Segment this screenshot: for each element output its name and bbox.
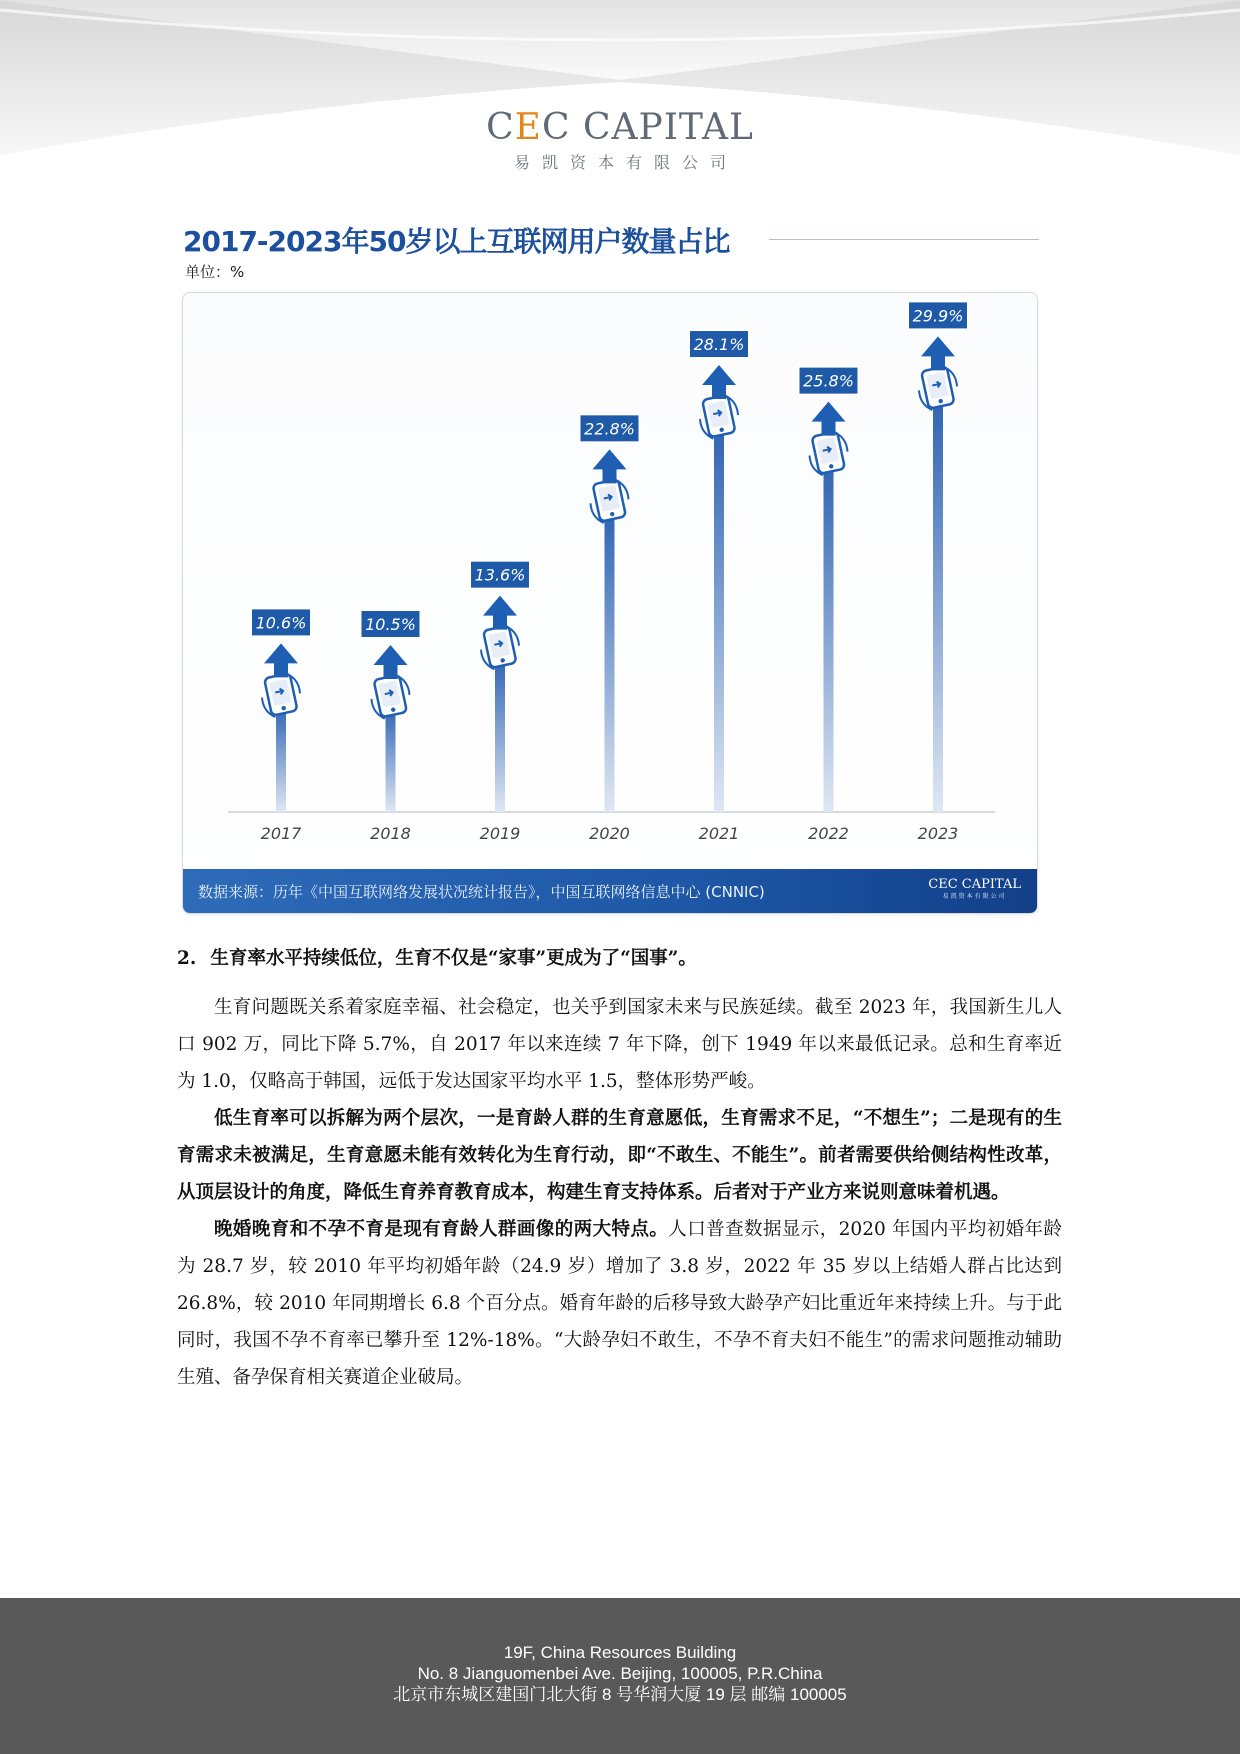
up-arrow-icon (702, 365, 736, 399)
chart-unit-label: 单位：% (185, 263, 245, 281)
section-heading-text: 生育率水平持续低位，生育不仅是“家事”更成为了“国事”。 (210, 948, 697, 969)
logo-english: CEC CAPITAL (486, 107, 754, 148)
footer-line-2: No. 8 Jianguomenbei Ave. Beijing, 100005, P.R.China (417, 1664, 823, 1683)
body-text (177, 940, 1062, 1396)
x-tick-label: 2020 (589, 824, 630, 843)
up-arrow-icon (593, 449, 627, 483)
up-arrow-icon (483, 596, 517, 630)
chart-title-rule (769, 239, 1039, 240)
section-heading (177, 940, 1062, 977)
bar-group-2017 (251, 608, 311, 843)
phone-icon (477, 624, 523, 671)
footer-address (0, 1642, 1240, 1705)
page-header (0, 0, 1240, 170)
chart-badge-chinese: 易凯资本有限公司 (942, 893, 1007, 900)
phone-icon (805, 430, 851, 477)
bar-group-2019 (470, 561, 530, 843)
phone-icon (915, 365, 961, 412)
bar-chart (183, 293, 1038, 869)
phone-icon (258, 672, 304, 719)
up-arrow-icon (812, 402, 846, 436)
bar-group-2023 (908, 301, 968, 843)
data-label: 29.9% (912, 306, 964, 326)
footer-line-1: 19F, China Resources Building (503, 1643, 737, 1662)
bar-2019 (495, 658, 505, 812)
bar-2021 (714, 427, 724, 812)
logo-chinese: 易凯资本有限公司 (513, 153, 738, 172)
x-tick-label: 2023 (917, 824, 959, 843)
bar-2017 (276, 705, 286, 812)
x-tick-label: 2021 (698, 824, 740, 843)
bar-2022 (824, 464, 834, 812)
up-arrow-icon (921, 336, 955, 370)
bar-group-2022 (799, 367, 859, 843)
paragraph-1: 生育问题既关系着家庭幸福、社会稳定，也关乎到国家未来与民族延续。截至 2023 年，我国新生儿人口 902 万，同比下降 5.7%，自 2017 年以来连续 7 年下降，创下 1949 年以来最低记录。总和生育率近为 1.0，仅略高于韩国，远低于发达国家平均水平 1.5，整体形势严峻。 (177, 997, 1062, 1092)
data-label: 25.8% (803, 371, 854, 391)
bar-group-2018 (361, 610, 421, 843)
chart-panel (182, 292, 1038, 914)
data-label: 10.6% (255, 613, 307, 633)
x-tick-label: 2018 (370, 824, 411, 843)
x-tick-label: 2019 (479, 824, 521, 843)
data-label: 28.1% (693, 335, 745, 355)
chart-source-text: 数据来源：历年《中国互联网络发展状况统计报告》，中国互联网络信息中心 (CNNIC) (198, 883, 765, 901)
chart-title: 2017-2023年50岁以上互联网用户数量占比 (183, 225, 730, 258)
section-number: 2. (177, 948, 197, 969)
paragraph-3 (177, 1211, 1062, 1396)
up-arrow-icon (374, 645, 408, 679)
data-label: 10.5% (365, 614, 416, 634)
x-tick-label: 2017 (260, 824, 302, 843)
paragraph-2: 低生育率可以拆解为两个层次，一是育龄人群的生育意愿低，生育需求不足，“不想生”；二是现有的生育需求未被满足，生育意愿未能有效转化为生育行动，即“不敢生、不能生”。前者需要供给侧结构性改革，从顶层设计的角度，降低生育养育教育成本，构建生育支持体系。后者对于产业方来说则意味着机遇。 (177, 1108, 1062, 1203)
phone-icon (696, 393, 742, 440)
chart-title-row (183, 220, 1038, 260)
footer-line-3: 北京市东城区建国门北大街 8 号华润大厦 19 层 邮编 100005 (393, 1685, 847, 1704)
bar-2018 (386, 707, 396, 812)
bar-2020 (605, 511, 615, 812)
company-logo (0, 108, 1240, 173)
page-footer (0, 1598, 1240, 1754)
data-label: 13.6% (474, 565, 526, 585)
up-arrow-icon (264, 643, 298, 677)
data-label: 22.8% (584, 419, 635, 439)
chart-logo-badge (928, 877, 1021, 901)
x-tick-label: 2022 (808, 824, 849, 843)
bar-group-2021 (689, 330, 749, 843)
paragraph-3-lead: 晚婚晚育和不孕不育是现有育龄人群画像的两大特点。 (214, 1219, 669, 1240)
bar-group-2020 (580, 414, 640, 843)
phone-icon (586, 478, 632, 525)
paragraph-3-rest: 人口普查数据显示，2020 年国内平均初婚年龄为 28.7 岁，较 2010 年平均初婚年龄（24.9 岁）增加了 3.8 岁，2022 年 35 岁以上结婚人群占比达到 26.8%，较 2010 年同期增长 6.8 个百分点。婚育年龄的后移导致大龄孕产妇比重近年来持续上升。与于此同时，我国不孕不育率已攀升至 12%-18%。“大龄孕妇不敢生，不孕不育夫妇不能生”的需求问题推动辅助生殖、备孕保育相关赛道企业破局。 (177, 1219, 1062, 1388)
phone-icon (367, 673, 413, 720)
chart-source-bar (183, 869, 1038, 914)
bar-2023 (933, 398, 943, 812)
chart-badge-english: CEC CAPITAL (928, 877, 1021, 892)
